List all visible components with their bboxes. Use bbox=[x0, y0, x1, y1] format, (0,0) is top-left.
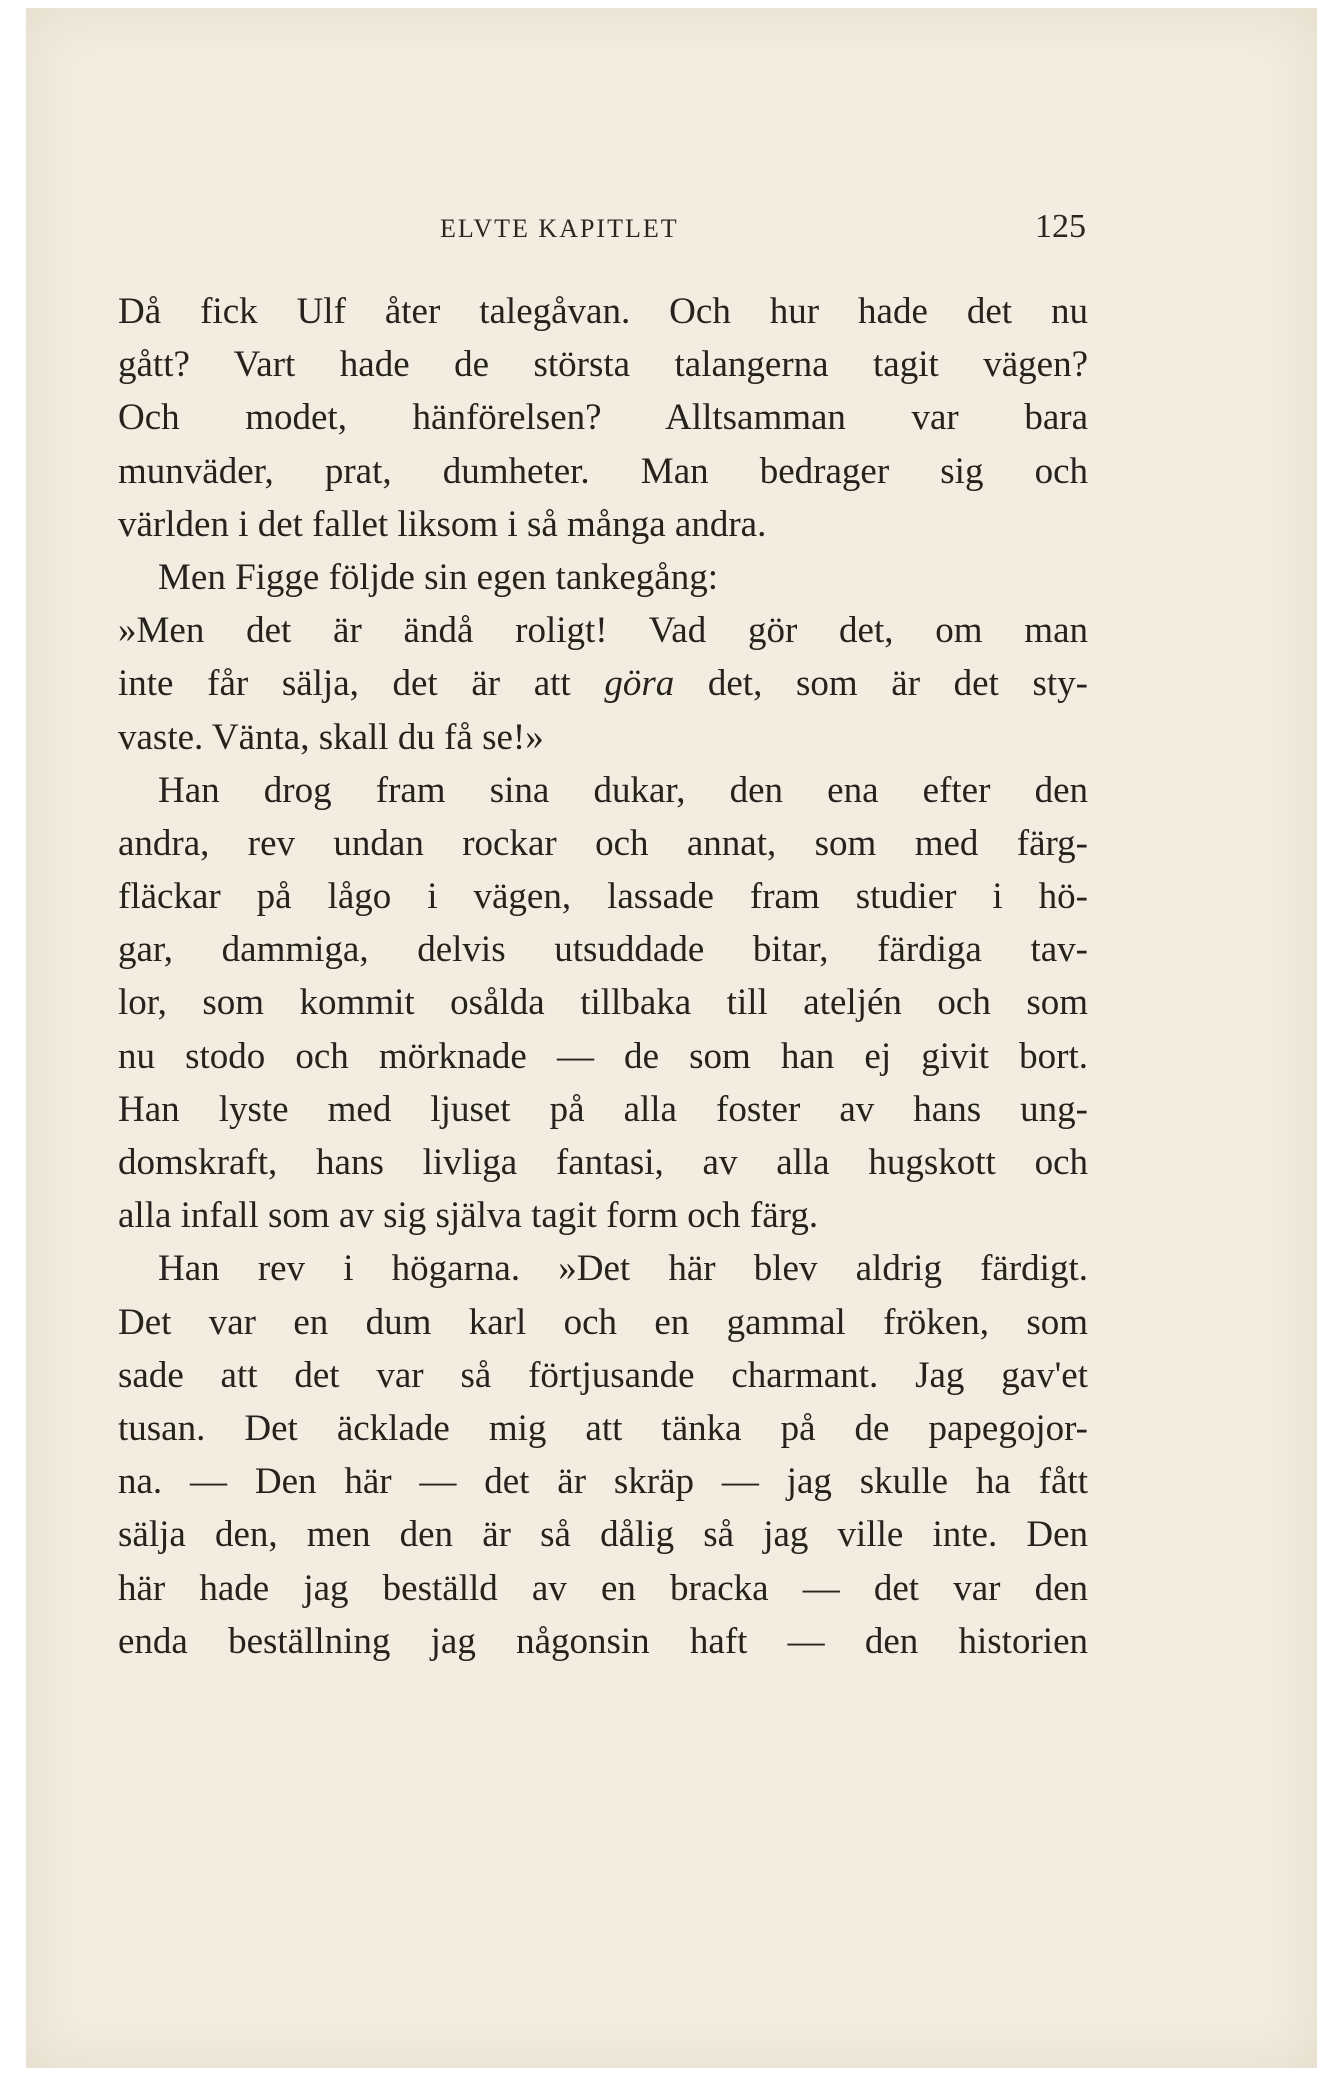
text-line: Men Figge följde sin egen tankegång: bbox=[158, 556, 719, 598]
text-line: Och modet, hänförelsen? Alltsamman var bara bbox=[118, 397, 1088, 439]
text-line: Han rev i högarna. »Det här blev aldrig färdigt. bbox=[158, 1248, 1088, 1290]
text-line: munväder, prat, dumheter. Man bedrager sig och bbox=[118, 450, 1088, 492]
text-line: andra, rev undan rockar och annat, som med färg- bbox=[118, 822, 1088, 864]
text-line: Han lyste med ljuset på alla foster av hans ung- bbox=[118, 1088, 1088, 1130]
text-line: Han drog fram sina dukar, den ena efter den bbox=[158, 769, 1088, 811]
page-number: 125 bbox=[1035, 208, 1086, 245]
text-line: inte får sälja, det är att göra det, som är det sty- bbox=[118, 663, 1089, 705]
text-line: Då fick Ulf åter talegåvan. Och hur hade det nu bbox=[118, 291, 1088, 332]
running-header bbox=[0, 208, 1337, 254]
text-line: här hade jag beställd av en bracka — det var den bbox=[118, 1567, 1088, 1609]
text-line: sälja den, men den är så dålig så jag ville inte. Den bbox=[118, 1514, 1088, 1556]
text-line: lor, som kommit osålda tillbaka till ateljén och som bbox=[118, 982, 1088, 1024]
text-line: fläckar på lågo i vägen, lassade fram studier i hö- bbox=[118, 876, 1088, 918]
text-line: na. — Den här — det är skräp — jag skulle ha fått bbox=[118, 1461, 1088, 1503]
emphasized-word: göra bbox=[604, 663, 675, 705]
text-line: enda beställning jag någonsin haft — den historien bbox=[118, 1620, 1088, 1662]
text-line: alla infall som av sig själva tagit form och färg. bbox=[118, 1195, 819, 1237]
text-line: nu stodo och mörknade — de som han ej givit bort. bbox=[118, 1035, 1088, 1077]
chapter-title: ELVTE KAPITLET bbox=[440, 214, 679, 243]
text-line: domskraft, hans livliga fantasi, av alla hugskott och bbox=[118, 1142, 1088, 1183]
body-text bbox=[118, 285, 1088, 1668]
text-line: gar, dammiga, delvis utsuddade bitar, färdiga tav- bbox=[118, 929, 1088, 971]
text-line: Det var en dum karl och en gammal fröken, som bbox=[118, 1301, 1088, 1343]
text-line: »Men det är ändå roligt! Vad gör det, om man bbox=[118, 610, 1088, 652]
text-line: gått? Vart hade de största talangerna tagit vägen? bbox=[118, 344, 1088, 386]
text-line: sade att det var så förtjusande charmant. Jag gav'et bbox=[118, 1354, 1088, 1396]
text-line: tusan. Det äcklade mig att tänka på de papegojor- bbox=[118, 1407, 1088, 1449]
text-line: världen i det fallet liksom i så många andra. bbox=[118, 503, 767, 545]
text-line: vaste. Vänta, skall du få se!» bbox=[118, 716, 544, 758]
